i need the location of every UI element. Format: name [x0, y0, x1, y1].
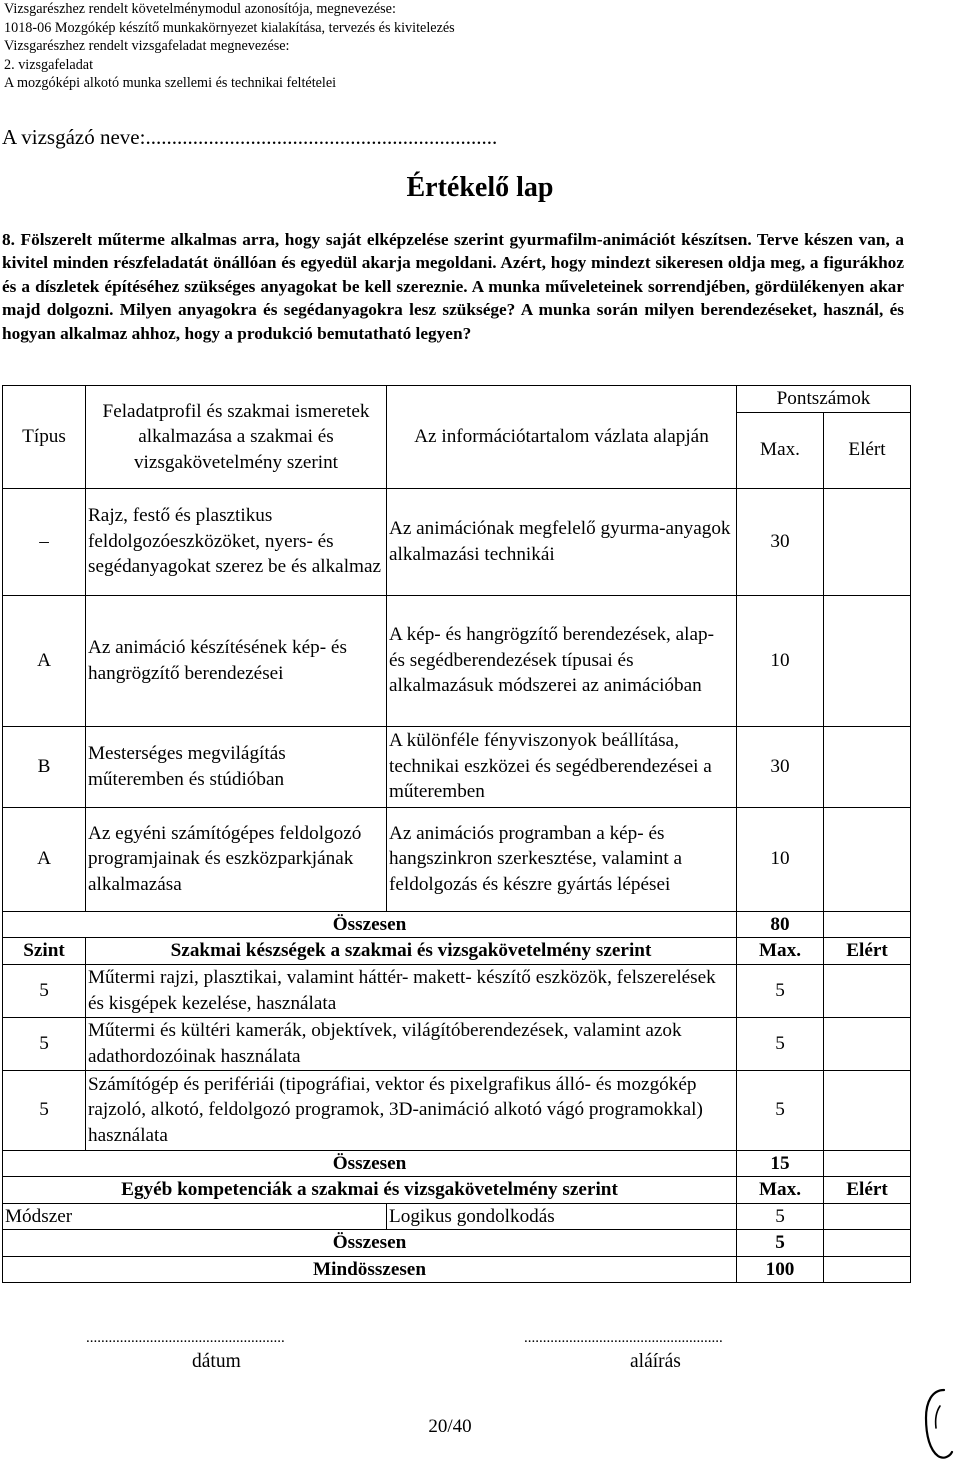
skill-row: [3, 1070, 911, 1150]
evaluation-table: [2, 385, 911, 1283]
skill-row: [3, 964, 911, 1017]
other-header-title: Egyéb kompetenciák a szakmai és vizsgakövetelmény szerint: [3, 1177, 737, 1204]
date-label: dátum: [192, 1351, 241, 1372]
grand-total-max: 100: [737, 1256, 824, 1283]
skill-elert[interactable]: [824, 1070, 911, 1150]
row-type: B: [3, 726, 86, 807]
other-text: Logikus gondolkodás: [387, 1203, 737, 1230]
skill-level: 5: [3, 964, 86, 1017]
examinee-name-field: A vizsgázó neve:...................................................................: [2, 125, 498, 149]
row-elert[interactable]: [824, 807, 911, 911]
table-row: [3, 488, 911, 595]
skill-text: Műtermi és kültéri kamerák, objektívek, világítóberendezések, valamint azok adathordozóinak használata: [86, 1017, 737, 1070]
skill-text: Számítógép és perifériái (tipográfiai, vektor és pixelgrafikus álló- és mozgókép rajzoló, alkotó, feldolgozó programok, 3D-animáció alkotó vágó programokkal) használata: [86, 1070, 737, 1150]
row-info: Az animációnak megfelelő gyurma-anyagok alkalmazási technikái: [387, 488, 737, 595]
row-info: A kép- és hangrögzítő berendezések, alap- és segédberendezések típusai és alkalmazásuk módszerei az animációban: [387, 595, 737, 726]
header-points: Pontszámok: [737, 386, 911, 413]
skill-max: 5: [737, 964, 824, 1017]
subtotal-max: 80: [737, 911, 824, 938]
skills-header-title: Szakmai készségek a szakmai és vizsgakövetelmény szerint: [86, 938, 737, 965]
subtotal-row: [3, 911, 911, 938]
other-max: 5: [737, 1203, 824, 1230]
table-row: [3, 595, 911, 726]
row-info: Az animációs programban a kép- és hangszinkron szerkesztése, valamint a feldolgozás és készre gyártás lépései: [387, 807, 737, 911]
row-max: 30: [737, 726, 824, 807]
row-elert[interactable]: [824, 595, 911, 726]
table-row: [3, 807, 911, 911]
skill-elert[interactable]: [824, 964, 911, 1017]
row-elert[interactable]: [824, 488, 911, 595]
header-line: Vizsgarészhez rendelt követelménymodul azonosítója, megnevezése:: [4, 1, 396, 17]
header-line: A mozgóképi alkotó munka szellemi és technikai feltételei: [4, 75, 337, 92]
row-type: –: [3, 488, 86, 595]
other-header-max: Max.: [737, 1177, 824, 1204]
page-title: Értékelő lap: [406, 172, 554, 203]
handwritten-mark: [918, 1386, 958, 1464]
subtotal-row: [3, 1150, 911, 1177]
other-row: [3, 1203, 911, 1230]
other-method: Módszer: [3, 1203, 387, 1230]
skill-row: [3, 1017, 911, 1070]
page-number: 20/40: [428, 1416, 472, 1437]
row-profile: Az egyéni számítógépes feldolgozó programjainak és eszközparkjának alkalmazása: [86, 807, 387, 911]
header-elert: Elért: [824, 412, 911, 488]
header-line: 2. vizsgafeladat: [4, 56, 94, 73]
subtotal-max: 15: [737, 1150, 824, 1177]
table-row: [3, 726, 911, 807]
row-max: 30: [737, 488, 824, 595]
subtotal-label: Összesen: [3, 1150, 737, 1177]
skills-header-max: Max.: [737, 938, 824, 965]
grand-total-elert[interactable]: [824, 1256, 911, 1283]
signature-label: aláírás: [630, 1351, 681, 1372]
skill-elert[interactable]: [824, 1017, 911, 1070]
row-max: 10: [737, 807, 824, 911]
subtotal-elert[interactable]: [824, 911, 911, 938]
skills-header-elert: Elért: [824, 938, 911, 965]
skill-text: Műtermi rajzi, plasztikai, valamint háttér- makett- készítő eszközök, felszerelések és kisgépek kezelése, használata: [86, 964, 737, 1017]
other-elert[interactable]: [824, 1203, 911, 1230]
skill-level: 5: [3, 1017, 86, 1070]
skills-header-row: [3, 938, 911, 965]
signature-line: .....................................................: [524, 1330, 723, 1346]
row-elert[interactable]: [824, 726, 911, 807]
skills-header-level: Szint: [3, 938, 86, 965]
header-type: Típus: [3, 386, 86, 489]
subtotal-label: Összesen: [3, 911, 737, 938]
subtotal-row: [3, 1230, 911, 1257]
subtotal-max: 5: [737, 1230, 824, 1257]
other-header-elert: Elért: [824, 1177, 911, 1204]
row-type: A: [3, 595, 86, 726]
skill-level: 5: [3, 1070, 86, 1150]
row-profile: Mesterséges megvilágítás műteremben és stúdióban: [86, 726, 387, 807]
skill-max: 5: [737, 1070, 824, 1150]
other-header-row: [3, 1177, 911, 1204]
task-description: 8. Fölszerelt műterme alkalmas arra, hogy saját elképzelése szerint gyurmafilm-animációt készítsen. Terve készen van, a kivitel minden részfeladatát önállóan és egyedül akarja megoldani. Azért, hogy mindezt sikeresen oldja meg, a figurákhoz és a díszletek építéséhez szükséges anyagokat be kell szereznie. A munka műveleteinek sorrendjében, gördülékenyen akar majd dolgozni. Milyen anyagokra és segédanyagokra lesz szüksége? A munka során milyen berendezéseket, használ, és hogyan alkalmaz ahhoz, hogy a produkció bemutatható legyen?: [2, 230, 904, 343]
subtotal-elert[interactable]: [824, 1230, 911, 1257]
header-line: 1018-06 Mozgókép készítő munkakörnyezet kialakítása, tervezés és kivitelezés: [4, 19, 455, 36]
row-max: 10: [737, 595, 824, 726]
grand-total-label: Mindösszesen: [3, 1256, 737, 1283]
skill-max: 5: [737, 1017, 824, 1070]
header-max: Max.: [737, 412, 824, 488]
row-profile: Rajz, festő és plasztikus feldolgozóeszközöket, nyers- és segédanyagokat szerez be és alkalmaz: [86, 488, 387, 595]
row-info: A különféle fényviszonyok beállítása, technikai eszközei és segédberendezései a műteremben: [387, 726, 737, 807]
row-type: A: [3, 807, 86, 911]
header-info: Az információtartalom vázlata alapján: [387, 386, 737, 489]
subtotal-elert[interactable]: [824, 1150, 911, 1177]
grand-total-row: [3, 1256, 911, 1283]
header-line: Vizsgarészhez rendelt vizsgafeladat megnevezése:: [4, 38, 290, 55]
subtotal-label: Összesen: [3, 1230, 737, 1257]
document-header: [4, 0, 455, 93]
row-profile: Az animáció készítésének kép- és hangrögzítő berendezései: [86, 595, 387, 726]
header-profile: Feladatprofil és szakmai ismeretek alkalmazása a szakmai és vizsgakövetelmény szerint: [86, 386, 387, 489]
date-line: .....................................................: [86, 1330, 285, 1346]
